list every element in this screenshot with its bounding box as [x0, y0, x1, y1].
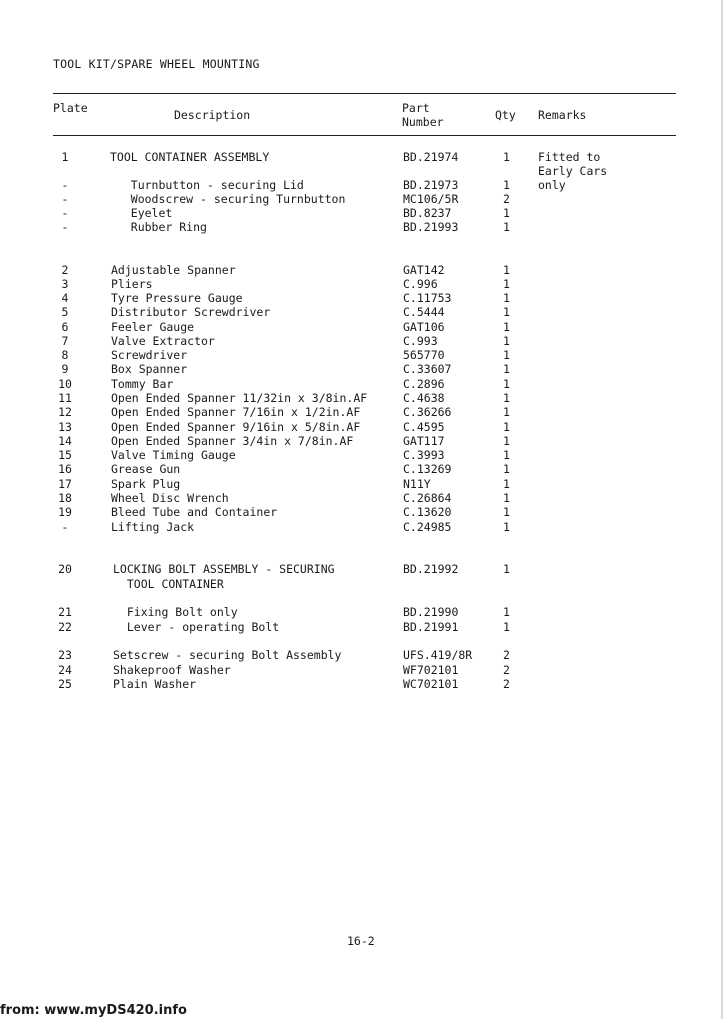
- description-cell: Adjustable Spanner: [111, 263, 236, 277]
- part-number-cell: WC702101: [403, 677, 459, 691]
- qty-cell: 1: [503, 562, 510, 576]
- plate-cell: -: [61, 192, 69, 206]
- qty-cell: 1: [503, 434, 510, 448]
- plate-cell: 20: [58, 562, 72, 576]
- qty-cell: 1: [503, 448, 510, 462]
- table-row: [0, 648, 723, 663]
- table-row: [0, 150, 723, 165]
- plate-cell: -: [61, 520, 69, 534]
- part-number-cell: BD.21973: [403, 178, 459, 192]
- part-number-cell: N11Y: [403, 477, 431, 491]
- remarks-cell: only: [538, 178, 566, 192]
- qty-cell: 1: [503, 505, 510, 519]
- qty-cell: 1: [503, 277, 510, 291]
- part-number-cell: C.11753: [403, 291, 452, 305]
- description-cell: Bleed Tube and Container: [111, 505, 278, 519]
- header-plate: Plate: [53, 101, 88, 115]
- remarks-cell: Early Cars: [538, 164, 608, 178]
- description-cell: Open Ended Spanner 11/32in x 3/8in.AF: [111, 391, 368, 405]
- table-row: [0, 348, 723, 363]
- part-number-cell: UFS.419/8R: [403, 648, 473, 662]
- qty-cell: 1: [503, 377, 510, 391]
- header-qty: Qty: [495, 108, 516, 122]
- part-number-cell: C.4595: [403, 420, 445, 434]
- plate-cell: 21: [58, 605, 72, 619]
- table-row: [0, 178, 723, 193]
- part-number-cell: BD.21990: [403, 605, 459, 619]
- description-cell: Distributor Screwdriver: [111, 305, 271, 319]
- plate-cell: -: [61, 178, 69, 192]
- table-row: [0, 520, 723, 535]
- table-row: [0, 377, 723, 392]
- description-cell: Open Ended Spanner 3/4in x 7/8in.AF: [111, 434, 354, 448]
- table-row: [0, 491, 723, 506]
- part-number-cell: C.24985: [403, 520, 452, 534]
- table-row: [0, 477, 723, 492]
- table-row: [0, 305, 723, 320]
- remarks-cell: Fitted to: [538, 150, 601, 164]
- part-number-cell: C.13620: [403, 505, 452, 519]
- header-part: Part: [402, 101, 430, 115]
- qty-cell: 1: [503, 477, 510, 491]
- description-cell: Woodscrew - securing Turnbutton: [110, 192, 346, 206]
- description-cell: Turnbutton - securing Lid: [110, 178, 304, 192]
- description-cell: Box Spanner: [111, 362, 188, 376]
- description-cell: Setscrew - securing Bolt Assembly: [113, 648, 342, 662]
- part-number-cell: BD.21991: [403, 620, 459, 634]
- header-description: Description: [174, 108, 251, 122]
- qty-cell: 2: [503, 648, 510, 662]
- description-cell: Tommy Bar: [111, 377, 174, 391]
- part-number-cell: BD.21992: [403, 562, 459, 576]
- table-row: [0, 164, 723, 179]
- description-cell: Valve Extractor: [111, 334, 215, 348]
- qty-cell: 2: [503, 677, 510, 691]
- table-row: [0, 405, 723, 420]
- description-cell: Eyelet: [110, 206, 173, 220]
- table-row: [0, 577, 723, 592]
- plate-cell: 18: [58, 491, 72, 505]
- plate-cell: 12: [58, 405, 72, 419]
- part-number-cell: BD.8237: [403, 206, 452, 220]
- part-number-cell: C.4638: [403, 391, 445, 405]
- plate-cell: 23: [58, 648, 72, 662]
- plate-cell: 13: [58, 420, 72, 434]
- plate-cell: 17: [58, 477, 72, 491]
- plate-cell: 19: [58, 505, 72, 519]
- qty-cell: 1: [503, 206, 510, 220]
- part-number-cell: MC106/5R: [403, 192, 459, 206]
- table-row: [0, 448, 723, 463]
- qty-cell: 1: [503, 362, 510, 376]
- part-number-cell: 565770: [403, 348, 445, 362]
- part-number-cell: C.26864: [403, 491, 452, 505]
- part-number-cell: C.3993: [403, 448, 445, 462]
- qty-cell: 1: [503, 150, 510, 164]
- table-row: [0, 677, 723, 692]
- table-row: [0, 505, 723, 520]
- qty-cell: 1: [503, 320, 510, 334]
- part-number-cell: C.996: [403, 277, 438, 291]
- table-row: [0, 220, 723, 235]
- part-number-cell: BD.21993: [403, 220, 459, 234]
- qty-cell: 1: [503, 620, 510, 634]
- plate-cell: 16: [58, 462, 72, 476]
- qty-cell: 1: [503, 462, 510, 476]
- plate-cell: 3: [61, 277, 69, 291]
- plate-cell: 10: [58, 377, 72, 391]
- qty-cell: 2: [503, 663, 510, 677]
- header-remarks: Remarks: [538, 108, 587, 122]
- top-rule: [53, 93, 676, 94]
- table-row: [0, 320, 723, 335]
- plate-cell: 7: [61, 334, 69, 348]
- table-row: [0, 291, 723, 306]
- qty-cell: 2: [503, 192, 510, 206]
- part-number-cell: C.36266: [403, 405, 452, 419]
- part-number-cell: C.2896: [403, 377, 445, 391]
- description-cell: Shakeproof Washer: [113, 663, 231, 677]
- qty-cell: 1: [503, 305, 510, 319]
- plate-cell: 5: [61, 305, 69, 319]
- description-cell: Grease Gun: [111, 462, 181, 476]
- description-cell: TOOL CONTAINER: [113, 577, 224, 591]
- qty-cell: 1: [503, 405, 510, 419]
- plate-cell: -: [61, 220, 69, 234]
- part-number-cell: GAT117: [403, 434, 445, 448]
- part-number-cell: GAT142: [403, 263, 445, 277]
- description-cell: LOCKING BOLT ASSEMBLY - SECURING: [113, 562, 335, 576]
- table-row: [0, 206, 723, 221]
- description-cell: Tyre Pressure Gauge: [111, 291, 243, 305]
- plate-cell: 9: [61, 362, 69, 376]
- table-row: [0, 391, 723, 406]
- table-row: [0, 605, 723, 620]
- description-cell: Wheel Disc Wrench: [111, 491, 229, 505]
- header-number: Number: [402, 115, 444, 129]
- description-cell: Fixing Bolt only: [113, 605, 238, 619]
- plate-cell: 2: [61, 263, 69, 277]
- description-cell: Pliers: [111, 277, 153, 291]
- table-row: [0, 663, 723, 678]
- description-cell: Lifting Jack: [111, 520, 195, 534]
- qty-cell: 1: [503, 520, 510, 534]
- plate-cell: 25: [58, 677, 72, 691]
- plate-cell: 11: [58, 391, 72, 405]
- table-row: [0, 334, 723, 349]
- description-cell: Rubber Ring: [110, 220, 207, 234]
- plate-cell: -: [61, 206, 69, 220]
- plate-cell: 8: [61, 348, 69, 362]
- part-number-cell: C.33607: [403, 362, 452, 376]
- table-row: [0, 263, 723, 278]
- table-row: [0, 277, 723, 292]
- qty-cell: 1: [503, 220, 510, 234]
- description-cell: Open Ended Spanner 7/16in x 1/2in.AF: [111, 405, 361, 419]
- table-row: [0, 362, 723, 377]
- description-cell: Feeler Gauge: [111, 320, 195, 334]
- table-row: [0, 620, 723, 635]
- part-number-cell: GAT106: [403, 320, 445, 334]
- plate-cell: 24: [58, 663, 72, 677]
- table-row: [0, 462, 723, 477]
- description-cell: Plain Washer: [113, 677, 197, 691]
- description-cell: Spark Plug: [111, 477, 181, 491]
- description-cell: TOOL CONTAINER ASSEMBLY: [110, 150, 270, 164]
- part-number-cell: C.993: [403, 334, 438, 348]
- part-number-cell: C.5444: [403, 305, 445, 319]
- qty-cell: 1: [503, 420, 510, 434]
- qty-cell: 1: [503, 334, 510, 348]
- qty-cell: 1: [503, 348, 510, 362]
- qty-cell: 1: [503, 391, 510, 405]
- plate-cell: 6: [61, 320, 69, 334]
- description-cell: Screwdriver: [111, 348, 188, 362]
- description-cell: Open Ended Spanner 9/16in x 5/8in.AF: [111, 420, 361, 434]
- plate-cell: 15: [58, 448, 72, 462]
- page-title: TOOL KIT/SPARE WHEEL MOUNTING: [53, 57, 260, 71]
- table-row: [0, 420, 723, 435]
- description-cell: Lever - operating Bolt: [113, 620, 280, 634]
- header-rule: [53, 135, 676, 136]
- description-cell: Valve Timing Gauge: [111, 448, 236, 462]
- qty-cell: 1: [503, 491, 510, 505]
- table-row: [0, 562, 723, 577]
- plate-cell: 22: [58, 620, 72, 634]
- part-number-cell: BD.21974: [403, 150, 459, 164]
- qty-cell: 1: [503, 178, 510, 192]
- part-number-cell: C.13269: [403, 462, 452, 476]
- table-row: [0, 192, 723, 207]
- source-footer: from: www.myDS420.info: [0, 1003, 187, 1018]
- plate-cell: 4: [61, 291, 69, 305]
- plate-cell: 1: [61, 150, 69, 164]
- qty-cell: 1: [503, 605, 510, 619]
- part-number-cell: WF702101: [403, 663, 459, 677]
- page-number: 16-2: [347, 934, 375, 948]
- qty-cell: 1: [503, 263, 510, 277]
- qty-cell: 1: [503, 291, 510, 305]
- plate-cell: 14: [58, 434, 72, 448]
- table-row: [0, 434, 723, 449]
